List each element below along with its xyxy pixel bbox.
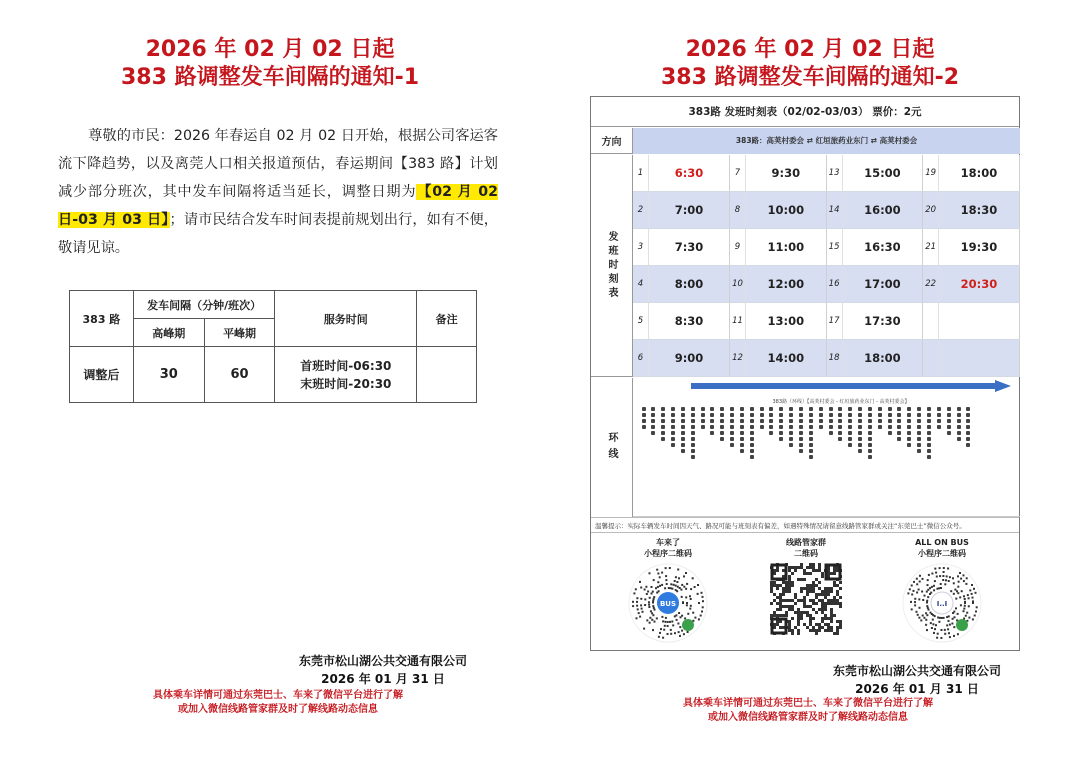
- qr-route-group[interactable]: [751, 537, 861, 638]
- departure-time: 12:00: [746, 266, 827, 302]
- departure-time: 10:00: [746, 192, 827, 228]
- departure-time: 16:00: [843, 192, 924, 228]
- qr-badge: I..I: [936, 600, 948, 608]
- departure-index: 5: [633, 303, 649, 339]
- footnote-line-2: 或加入微信线路管家群及时了解线路动态信息: [708, 712, 908, 723]
- route-stop-marker: [799, 407, 804, 477]
- departure-time: 18:00: [939, 155, 1020, 191]
- departure-cell: [633, 266, 730, 302]
- route-cell: 383 路: [70, 291, 134, 347]
- departure-grid: [633, 155, 1020, 377]
- route-stop-marker: [907, 407, 912, 477]
- departure-index: 16: [827, 266, 843, 302]
- departure-cell: [730, 340, 827, 376]
- route-stop-marker: [690, 407, 695, 477]
- departure-cell: [730, 303, 827, 339]
- notice-title-1: [30, 36, 510, 92]
- departure-index: 17: [827, 303, 843, 339]
- route-stop-marker: [887, 407, 892, 477]
- loop-label-text: 环线: [606, 431, 617, 464]
- departure-index: 13: [827, 155, 843, 191]
- departure-time: 16:30: [843, 229, 924, 265]
- departure-cell: [827, 155, 924, 191]
- service-header: 服务时间: [275, 291, 417, 347]
- departure-time: 13:00: [746, 303, 827, 339]
- route-stops: [641, 407, 971, 477]
- departure-time: [939, 303, 1020, 339]
- departure-index: [923, 303, 939, 339]
- route-stop-marker: [671, 407, 676, 477]
- footnote-line-2: 或加入微信线路管家群及时了解线路动态信息: [178, 704, 378, 715]
- route-stop-marker: [789, 407, 794, 477]
- qr-chelaile[interactable]: [613, 537, 723, 646]
- notice-date: 2026 年 01 月 31 日: [855, 682, 979, 696]
- peak-header: 高峰期: [133, 319, 204, 347]
- route-stop-marker: [838, 407, 843, 477]
- departure-cell: [730, 229, 827, 265]
- route-stop-marker: [926, 407, 931, 477]
- notice-date: 2026 年 01 月 31 日: [321, 672, 445, 686]
- route-stop-marker: [779, 407, 784, 477]
- signature-1: [268, 652, 498, 688]
- departure-cell: [923, 340, 1020, 376]
- timetable: [590, 96, 1020, 651]
- departure-cell: [923, 155, 1020, 191]
- route-stop-marker: [739, 407, 744, 477]
- departure-index: 3: [633, 229, 649, 265]
- company-name: 东莞市松山湖公共交通有限公司: [832, 664, 1001, 678]
- direction-label: 方向: [591, 128, 633, 154]
- footnote-2: [658, 697, 958, 725]
- departure-time: 18:00: [843, 340, 924, 376]
- departure-index: 9: [730, 229, 746, 265]
- departure-time: 6:30: [649, 155, 730, 191]
- departure-time: 8:30: [649, 303, 730, 339]
- departure-time: 8:00: [649, 266, 730, 302]
- departure-cell: [923, 229, 1020, 265]
- qr-caption-2: 小程序二维码: [644, 549, 692, 558]
- route-stop-marker: [858, 407, 863, 477]
- route-map-title: 383路（环线）【高荚村委会 - 红垣旅药业东门 - 高荚村委会】: [772, 399, 910, 405]
- title-line-1: 2026 年 02 月 02 日起: [145, 37, 395, 62]
- departure-index: 19: [923, 155, 939, 191]
- direction-arrow: [691, 380, 1011, 392]
- departure-cell: [827, 266, 924, 302]
- departure-time: 9:00: [649, 340, 730, 376]
- interval-header: 发车间隔（分钟/班次）: [133, 291, 275, 319]
- route-stop-marker: [848, 407, 853, 477]
- departure-cell: [730, 192, 827, 228]
- departure-index: 18: [827, 340, 843, 376]
- departure-cell: [827, 229, 924, 265]
- title-line-1: 2026 年 02 月 02 日起: [685, 37, 935, 62]
- route-stop-marker: [680, 407, 685, 477]
- timetable-row: [633, 229, 1020, 266]
- departure-time: 11:00: [746, 229, 827, 265]
- qr-code-square-icon: [770, 563, 842, 635]
- route-stop-marker: [769, 407, 774, 477]
- departure-index: 2: [633, 192, 649, 228]
- timetable-row: [633, 303, 1020, 340]
- route-stop-marker: [946, 407, 951, 477]
- departure-time: [939, 340, 1020, 376]
- route-stop-marker: [966, 407, 971, 477]
- reminder: 温馨提示：实际车辆发车时间因天气、路况可能与班刻表有偏差，如遇特殊情况请留意线路管家群或关注“东莞巴士”微信公众号。: [591, 517, 1019, 533]
- direction-value: 383路：高荚村委会 ⇄ 红垣旅药业东门 ⇄ 高荚村委会: [633, 128, 1020, 154]
- departure-index: 10: [730, 266, 746, 302]
- departure-time: 19:30: [939, 229, 1020, 265]
- route-stop-marker: [956, 407, 961, 477]
- departure-cell: [923, 303, 1020, 339]
- departure-time: 18:30: [939, 192, 1020, 228]
- first-bus-time: 首班时间-06:30: [300, 358, 392, 373]
- departure-index: 22: [923, 266, 939, 302]
- offpeak-value: 60: [204, 347, 275, 403]
- route-stop-marker: [661, 407, 666, 477]
- departure-index: 6: [633, 340, 649, 376]
- route-stop-marker: [818, 407, 823, 477]
- departure-index: 1: [633, 155, 649, 191]
- offpeak-header: 平峰期: [204, 319, 275, 347]
- notice-page-2: [540, 0, 1080, 763]
- departure-cell: [730, 155, 827, 191]
- route-stop-marker: [720, 407, 725, 477]
- departure-cell: [827, 303, 924, 339]
- footnote-line-1: 具体乘车详情可通过东莞巴士、车来了微信平台进行了解: [153, 690, 403, 701]
- signature-2: [802, 662, 1032, 698]
- notice-title-2: [560, 36, 1060, 92]
- interval-table: [69, 290, 477, 403]
- route-stop-marker: [759, 407, 764, 477]
- departure-cell: [633, 340, 730, 376]
- departure-cell: [633, 303, 730, 339]
- qr-caption-2: 小程序二维码: [918, 549, 966, 558]
- route-stop-marker: [867, 407, 872, 477]
- departure-time: 20:30: [939, 266, 1020, 302]
- departure-cell: [633, 192, 730, 228]
- departure-index: 4: [633, 266, 649, 302]
- timetable-row: [633, 266, 1020, 303]
- departure-time: 15:00: [843, 155, 924, 191]
- departure-cell: [633, 229, 730, 265]
- service-times: [275, 347, 417, 403]
- departure-time: 17:00: [843, 266, 924, 302]
- route-stop-marker: [730, 407, 735, 477]
- departure-index: 8: [730, 192, 746, 228]
- route-stop-marker: [641, 407, 646, 477]
- remark-header: 备注: [417, 291, 477, 347]
- body-text-2: ；请市民结合发车时间表提前规划出行，如有不便，敬请见谅。: [58, 212, 498, 256]
- departure-time: 17:30: [843, 303, 924, 339]
- departure-cell: [633, 155, 730, 191]
- company-name: 东莞市松山湖公共交通有限公司: [298, 654, 467, 668]
- departure-index: 21: [923, 229, 939, 265]
- departure-index: 12: [730, 340, 746, 376]
- notice-body: [58, 122, 498, 262]
- route-stop-marker: [808, 407, 813, 477]
- route-stop-marker: [700, 407, 705, 477]
- departure-cell: [827, 340, 924, 376]
- qr-all-on-bus[interactable]: [887, 537, 997, 646]
- departure-index: 15: [827, 229, 843, 265]
- remark-value: [417, 347, 477, 403]
- departure-index: 11: [730, 303, 746, 339]
- qr-code-circle-icon: [902, 563, 982, 643]
- departure-time: 7:30: [649, 229, 730, 265]
- timetable-header: 383路 发班时刻表（02/02-03/03） 票价：2元: [591, 97, 1019, 127]
- departure-index: 14: [827, 192, 843, 228]
- footnote-line-1: 具体乘车详情可通过东莞巴士、车来了微信平台进行了解: [683, 698, 933, 709]
- loop-label: [591, 378, 633, 517]
- departure-cell: [923, 192, 1020, 228]
- title-line-2: 383 路调整发车间隔的通知-1: [120, 65, 420, 90]
- route-stop-marker: [749, 407, 754, 477]
- departure-time: 9:30: [746, 155, 827, 191]
- route-stop-marker: [877, 407, 882, 477]
- last-bus-time: 末班时间-20:30: [300, 376, 392, 391]
- timetable-row: [633, 340, 1020, 377]
- qr-caption-1: 线路管家群: [786, 538, 826, 547]
- peak-value: 30: [133, 347, 204, 403]
- route-stop-marker: [651, 407, 656, 477]
- route-stop-marker: [936, 407, 941, 477]
- departure-index: [923, 340, 939, 376]
- departure-time: 7:00: [649, 192, 730, 228]
- timetable-row: [633, 192, 1020, 229]
- departure-cell: [923, 266, 1020, 302]
- qr-caption-1: ALL ON BUS: [915, 538, 969, 547]
- footnote-1: [128, 689, 428, 717]
- departure-time: 14:00: [746, 340, 827, 376]
- route-stop-marker: [828, 407, 833, 477]
- route-stop-marker: [710, 407, 715, 477]
- qr-code-circle-icon: [628, 563, 708, 643]
- timetable-row: [633, 155, 1020, 192]
- route-stop-marker: [897, 407, 902, 477]
- body-text-1: 尊敬的市民：2026 年春运自 02 月 02 日开始，根据公司客运客流下降趋势，以及离莞人口相关报道预估，春运期间【383 路】计划减少部分班次，其中发车间隔将适当延长，调整日期为: [58, 128, 498, 200]
- route-stop-marker: [917, 407, 922, 477]
- date-range-highlight: 【02 月 02 日-03 月 03 日】: [58, 184, 498, 228]
- row-label: 调整后: [70, 347, 134, 403]
- departure-index: 20: [923, 192, 939, 228]
- departure-cell: [730, 266, 827, 302]
- title-line-2: 383 路调整发车间隔的通知-2: [660, 65, 960, 90]
- qr-caption-2: 二维码: [794, 549, 818, 558]
- schedule-label: 发班时刻表: [591, 155, 633, 377]
- qr-caption-1: 车来了: [656, 538, 680, 547]
- departure-index: 7: [730, 155, 746, 191]
- departure-cell: [827, 192, 924, 228]
- qr-badge: BUS: [659, 600, 677, 608]
